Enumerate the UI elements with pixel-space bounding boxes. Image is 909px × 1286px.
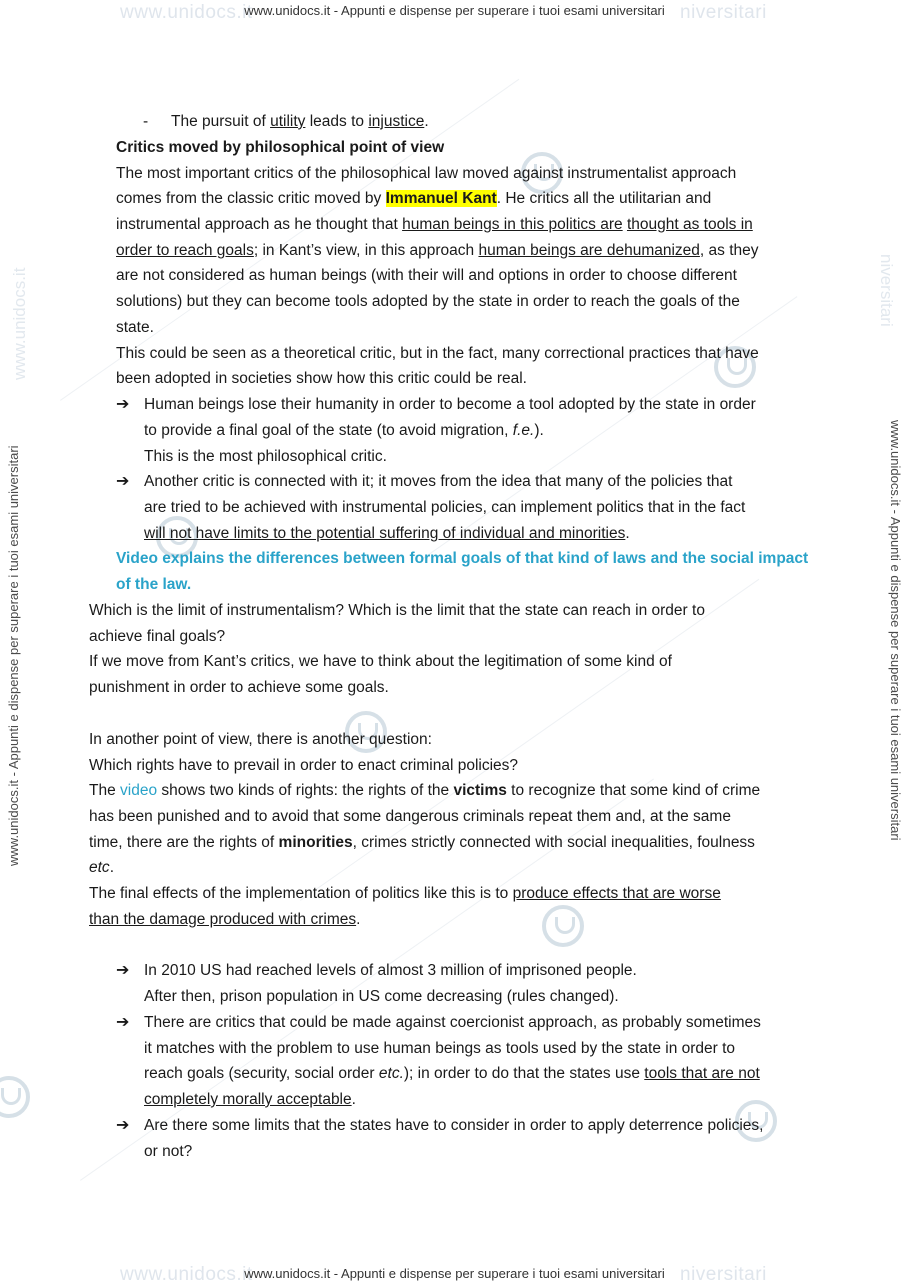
- text-line: The final effects of the implementation of politics like this is to produce effects that are worse: [89, 885, 721, 902]
- text-line: are tried to be achieved with instrumental policies, can implement politics that in the fact: [144, 499, 746, 516]
- text-line: time, there are the rights of minorities, crimes strictly connected with social inequalities, foulness: [89, 834, 755, 851]
- arrow-bullet-icon: ➔: [116, 396, 130, 413]
- unidocs-logo-icon: [542, 905, 584, 947]
- text-line: The most important critics of the philosophical law moved against instrumentalist approach: [116, 165, 737, 182]
- unidocs-logo-icon: [0, 1076, 30, 1118]
- text-line: Human beings lose their humanity in order to become a tool adopted by the state in order: [144, 396, 756, 413]
- text-line: comes from the classic critic moved by Immanuel Kant. He critics all the utilitarian and: [116, 190, 712, 207]
- arrow-bullet-icon: ➔: [116, 473, 130, 490]
- highlighted-name: Immanuel Kant: [385, 190, 497, 207]
- text-line: or not?: [144, 1143, 193, 1160]
- text-line: to provide a final goal of the state (to avoid migration, f.e.).: [144, 422, 544, 439]
- watermark-ghost-text: www.unidocs.it: [120, 2, 253, 23]
- text-line: will not have limits to the potential suffering of individual and minorities.: [144, 525, 630, 542]
- text-line: Which is the limit of instrumentalism? Which is the limit that the state can reach in order to: [89, 602, 705, 619]
- text-line: This is the most philosophical critic.: [144, 448, 387, 465]
- text-line: been adopted in societies show how this critic could be real.: [116, 370, 527, 387]
- text-line: In 2010 US had reached levels of almost 3 million of imprisoned people.: [144, 962, 637, 979]
- text-line: achieve final goals?: [89, 628, 226, 645]
- text-line: The pursuit of utility leads to injustice.: [171, 113, 429, 130]
- text-line: state.: [116, 319, 154, 336]
- watermark-ghost-text: niversitari: [680, 2, 767, 23]
- text-line: Which rights have to prevail in order to enact criminal policies?: [89, 757, 519, 774]
- arrow-bullet-icon: ➔: [116, 1117, 130, 1134]
- watermark-ghost-text: www.unidocs.it: [10, 267, 29, 380]
- arrow-bullet-icon: ➔: [116, 962, 130, 979]
- text-line: Another critic is connected with it; it moves from the idea that many of the policies that: [144, 473, 733, 490]
- text-line: Are there some limits that the states have to consider in order to apply deterrence policies,: [144, 1117, 764, 1134]
- text-line: it matches with the problem to use human beings as tools used by the state in order to: [144, 1040, 736, 1057]
- watermark-banner-top: www.unidocs.it - Appunti e dispense per superare i tuoi esami universitari: [244, 3, 665, 18]
- text-line: order to reach goals; in Kant’s view, in this approach human beings are dehumanized, as they: [116, 242, 759, 259]
- text-line: punishment in order to achieve some goals.: [89, 679, 389, 696]
- text-line: There are critics that could be made against coercionist approach, as probably sometimes: [144, 1014, 761, 1031]
- watermark-banner-left: www.unidocs.it - Appunti e dispense per superare i tuoi esami universitari: [6, 445, 21, 866]
- text-line: After then, prison population in US come decreasing (rules changed).: [144, 988, 619, 1005]
- text-line: In another point of view, there is another question:: [89, 731, 432, 748]
- watermark-ghost-text: niversitari: [680, 1264, 767, 1285]
- text-line: This could be seen as a theoretical critic, but in the fact, many correctional practices that have: [116, 345, 759, 362]
- text-line: solutions) but they can become tools adopted by the state in order to reach the goals of the: [116, 293, 740, 310]
- text-line: are not considered as human beings (with their will and options in order to choose different: [116, 267, 737, 284]
- watermark-ghost-text: www.unidocs.it: [120, 1264, 253, 1285]
- section-heading: Critics moved by philosophical point of view: [116, 139, 445, 156]
- text-line: than the damage produced with crimes.: [89, 911, 361, 928]
- text-line: If we move from Kant’s critics, we have to think about the legitimation of some kind of: [89, 653, 672, 670]
- watermark-banner-right: www.unidocs.it - Appunti e dispense per superare i tuoi esami universitari: [888, 420, 903, 841]
- text-line: completely morally acceptable.: [144, 1091, 356, 1108]
- text-line: etc.: [89, 859, 114, 876]
- video-note: Video explains the differences between formal goals of that kind of laws and the social impact: [116, 550, 809, 567]
- text-line: reach goals (security, social order etc.); in order to do that the states use tools that are not: [144, 1065, 760, 1082]
- text-line: The video shows two kinds of rights: the rights of the victims to recognize that some kind of crime: [89, 782, 761, 799]
- list-dash: -: [143, 113, 149, 130]
- video-note: of the law.: [116, 576, 192, 593]
- text-line: instrumental approach as he thought that human beings in this politics are thought as tools in: [116, 216, 753, 233]
- watermark-ghost-text: niversitari: [877, 254, 896, 327]
- arrow-bullet-icon: ➔: [116, 1014, 130, 1031]
- text-line: has been punished and to avoid that some dangerous criminals repeat them and, at the same: [89, 808, 731, 825]
- watermark-banner-bottom: www.unidocs.it - Appunti e dispense per superare i tuoi esami universitari: [244, 1266, 665, 1281]
